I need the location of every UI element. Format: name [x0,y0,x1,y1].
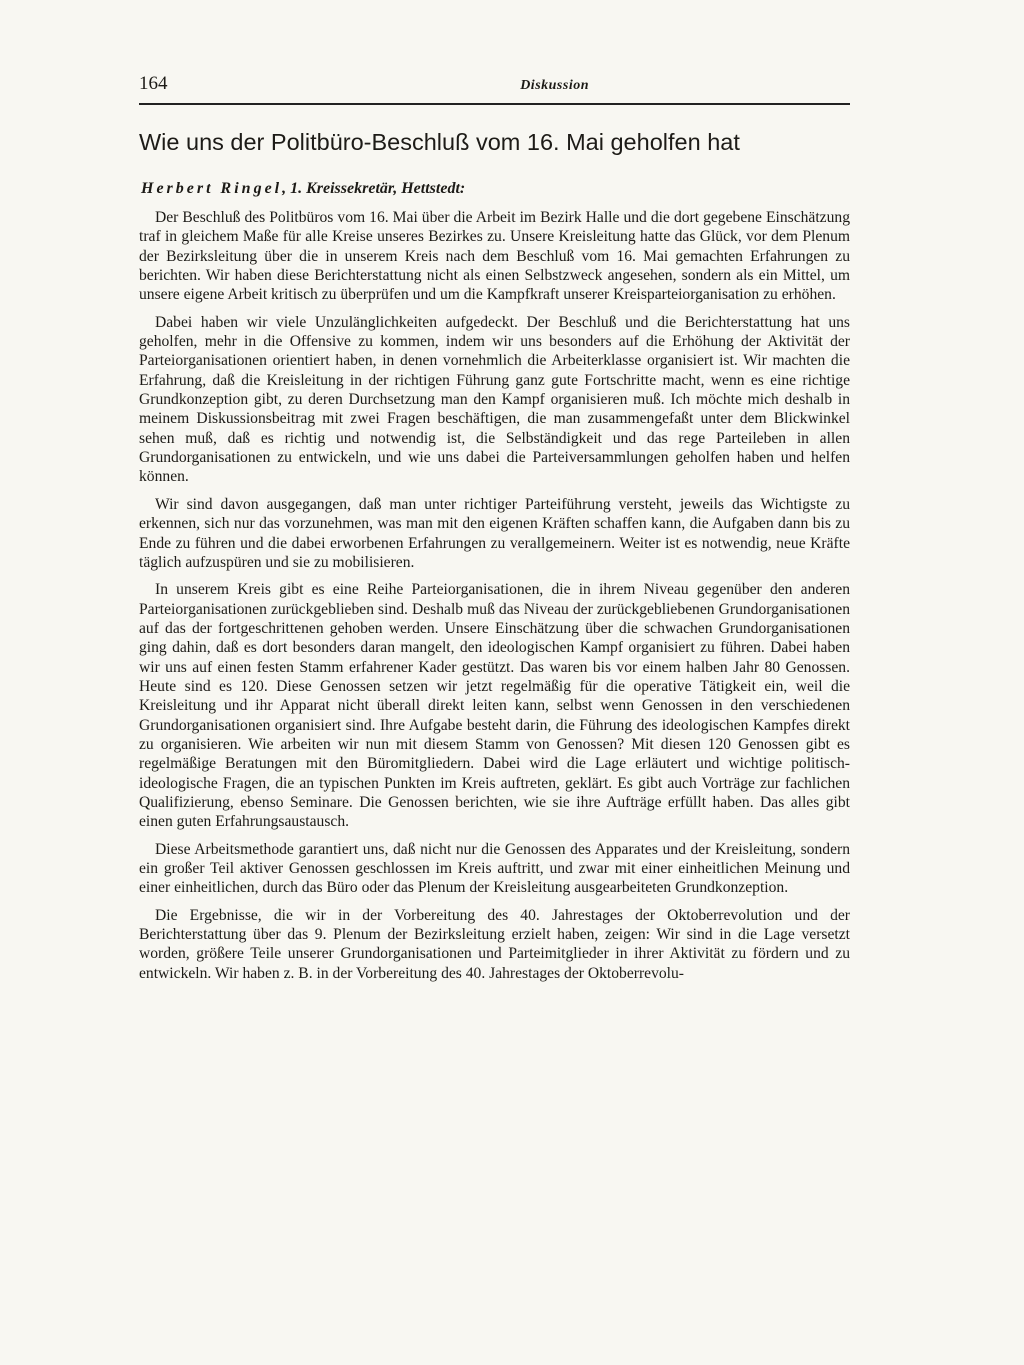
paragraph-6: Die Ergebnisse, die wir in der Vorbereitung des 40. Jahrestages der Oktoberrevolution und der Berichterstattung über das 9. Plenum der Bezirksleitung erzielt haben, zeigen: Wir sind in die Lage versetzt worden, größere Teile unserer Grundorganisationen und Parteimitglieder in ihrer Aktivität zu fördern und zu entwickeln. Wir haben z. B. in der Vorbereitung des 40. Jahrestages der Oktoberrevolu- [139,906,850,982]
article-title: Wie uns der Politbüro-Beschluß vom 16. Mai geholfen hat [139,129,740,155]
paragraph-3: Wir sind davon ausgegangen, daß man unter richtiger Parteiführung versteht, jeweils das Wichtigste zu erkennen, sich nur das vorzunehmen, was man mit den eigenen Kräften schaffen kann, die Aufgaben dann bis zu Ende zu führen und die dabei erworbenen Erfahrungen zu verallgemeinern. Weiter ist es notwendig, neue Kräfte täglich aufzuspüren und sie zu mobilisieren. [139,495,850,571]
paragraph-1: Der Beschluß des Politbüros vom 16. Mai über die Arbeit im Bezirk Halle und die dort gegebene Einschätzung traf in gleichem Maße für alle Kreise unseres Bezirkes zu. Unsere Kreisleitung hatte das Glück, vor dem Plenum der Bezirksleitung über die in unserem Kreis nach dem Beschluß vom 16. Mai gemachten Erfahrungen zu berichten. Wir haben diese Berichterstattung nicht als einen Selbstzweck angesehen, sondern als ein Mittel, um unsere eigene Arbeit kritisch zu überprüfen und um die Kampfkraft unserer Kreisparteiorganisation zu erhöhen. [139,209,850,304]
author-name: Herbert Ringel [141,180,283,197]
paragraph-4: In unserem Kreis gibt es eine Reihe Parteiorganisationen, die in ihrem Niveau gegenüber den anderen Parteiorganisationen zurückgeblieben sind. Deshalb muß das Niveau der zurückgebliebenen Grundorganisationen auf das der fortgeschrittenen gehoben werden. Unsere Einschätzung über die schwachen Grundorganisationen ging dahin, daß es dort besonders daran mangelt, den ideologischen Kampf organisiert zu führen. Dabei haben wir uns auf einen festen Stamm erfahrener Kader gestützt. Das waren bis vor einem halben Jahr 80 Genossen. Heute sind es 120. Diese Genossen setzen wir jetzt regelmäßig für die operative Tätigkeit ein, weil die Kreisleitung und ihr Apparat nicht überall direkt leiten kann, selbst wenn Genossen in den verschiedenen Grundorganisationen organisiert sind. Ihre Aufgabe besteht darin, die Führung des ideologischen Kampfes direkt zu organisieren. Wie arbeiten wir nun mit diesem Stamm von Genossen? Mit diesen 120 Genossen gibt es regelmäßige Beratungen mit den Büromitgliedern. Dabei wird die Lage erläutert und wichtige politisch-ideologische Fragen, die an typischen Punkten im Kreis auftreten, geklärt. Es gibt auch Vorträge zur fachlichen Qualifizierung, ebenso Seminare. Die Genossen berichten, wie sie ihre Aufträge erfüllt haben. Das alles gibt einen guten Erfahrungsaustausch. [139,581,850,831]
page-number: 164 [139,73,168,94]
article-body [139,208,850,983]
running-title: Diskussion [520,78,589,93]
paragraph-2: Dabei haben wir viele Unzulänglichkeiten aufgedeckt. Der Beschluß und die Berichterstattung hat uns geholfen, mehr in die Offensive zu kommen, indem wir uns besonders auf die Erhöhung der Aktivität der Parteiorganisationen orientiert haben, in denen vornehmlich die Arbeiterklasse organisiert ist. Wir machten die Erfahrung, daß die Kreisleitung in der richtigen Führung ganz gute Fortschritte macht, wenn es eine richtige Grundkonzeption gibt, zu deren Durchsetzung man den Kampf organisieren muß. Ich möchte mich deshalb in meinem Diskussionsbeitrag mit zwei Fragen beschäftigen, die man zusammengefaßt unter dem Blickwinkel sehen muß, daß es richtig und notwendig ist, die Selbständigkeit und das rege Parteileben in allen Grundorganisationen zu entwickeln, und wie uns dabei die Parteiversammlungen geholfen haben und helfen können. [139,313,850,486]
author-role: , 1. Kreissekretär, Hettstedt: [282,180,466,197]
page-header [139,74,850,96]
paragraph-5: Diese Arbeitsmethode garantiert uns, daß nicht nur die Genossen des Apparates und der Kreisleitung, sondern ein großer Teil aktiver Genossen geschlossen im Kreis auftritt, und zwar mit einer einheitlichen Meinung und einer einheitlichen, durch das Büro oder das Plenum der Kreisleitung ausgearbeiteten Grundkonzeption. [139,840,850,897]
author-line [141,179,850,199]
header-rule [139,103,850,105]
